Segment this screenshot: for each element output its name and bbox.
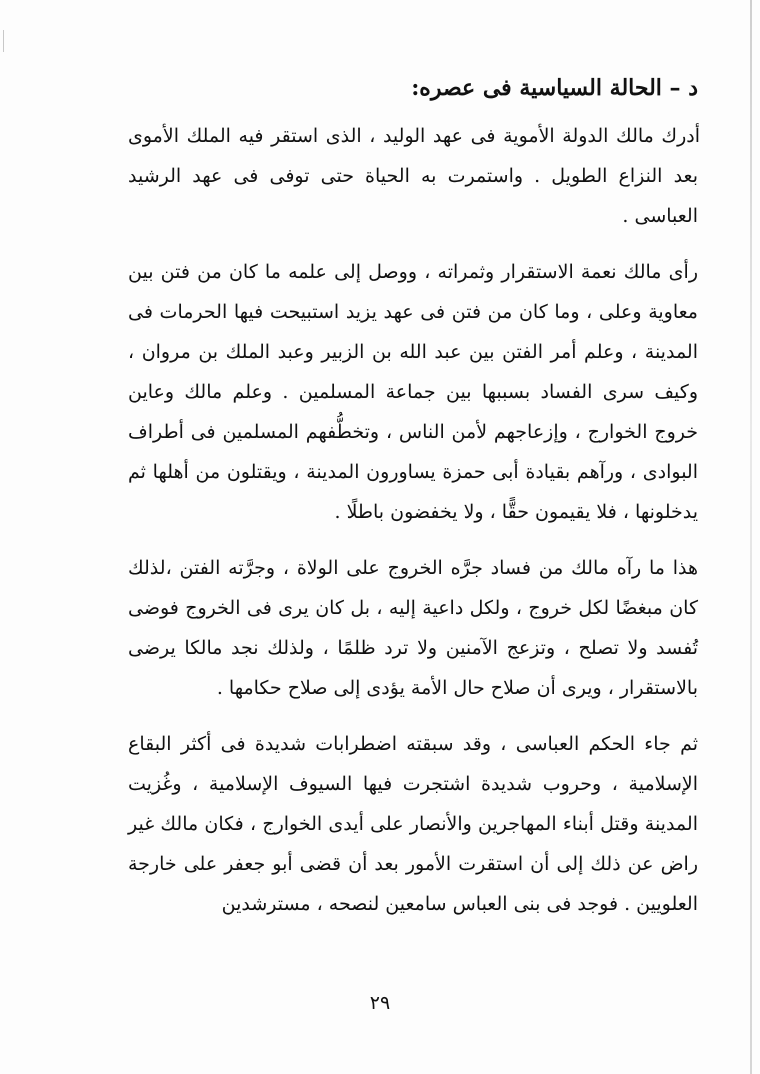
scan-edge-mark: [3, 30, 4, 52]
paragraph-3: هذا ما رآه مالك من فساد جرَّه الخروج على الولاة ، وجرَّته الفتن ،لذلك كان مبغضًا لكل خروج ، ولكل داعية إليه ، بل كان يرى فى الخروج فوضى تُفسد ولا تصلح ، وتزعج الآمنين ولا ترد ظلمًا ، ولذلك نجد مالكا يرضى بالاستقرار ، ويرى أن صلاح حال الأمة يؤدى إلى صلاح حكامها .: [128, 557, 698, 699]
page-edge-shadow: [750, 0, 752, 1074]
paragraph-2: رأى مالك نعمة الاستقرار وثمراته ، ووصل إلى علمه ما كان من فتن بين معاوية وعلى ، وما كان من فتن فى عهد يزيد استبيحت فيها الحرمات فى المدينة ، وعلم أمر الفتن بين عبد الله بن الزبير وعبد الملك بن مروان ، وكيف سرى الفساد بسببها بين جماعة المسلمين . وعلم مالك وعاين خروج الخوارج ، وإزعاجهم لأمن الناس ، وتخطُّفهم المسلمين فى أطراف البوادى ، ورآهم بقيادة أبى حمزة يساورون المدينة ، ويقتلون من أهلها ثم يدخلونها ، فلا يقيمون حقًّا ، ولا يخفضون باطلًا .: [128, 261, 698, 523]
section-heading: د – الحالة السياسية فى عصره:: [411, 75, 698, 101]
page-text-body: [128, 66, 698, 940]
paragraph-1: أدرك مالك الدولة الأموية فى عهد الوليد ، الذى استقر فيه الملك الأموى بعد النزاع الطويل . واستمرت به الحياة حتى توفى فى عهد الرشيد العباسى .: [128, 125, 700, 227]
page-number: ٢٩: [369, 992, 391, 1014]
paragraph-4: ثم جاء الحكم العباسى ، وقد سبقته اضطرابات شديدة فى أكثر البقاع الإسلامية ، وحروب شديدة اشتجرت فيها السيوف الإسلامية ، وغُزيت المدينة وقتل أبناء المهاجرين والأنصار على أيدى الخوارج ، فكان مالك غير راض عن ذلك إلى أن استقرت الأمور بعد أن قضى أبو جعفر على خارجة العلويين . فوجد فى بنى العباس سامعين لنصحه ، مسترشدين: [128, 733, 698, 915]
